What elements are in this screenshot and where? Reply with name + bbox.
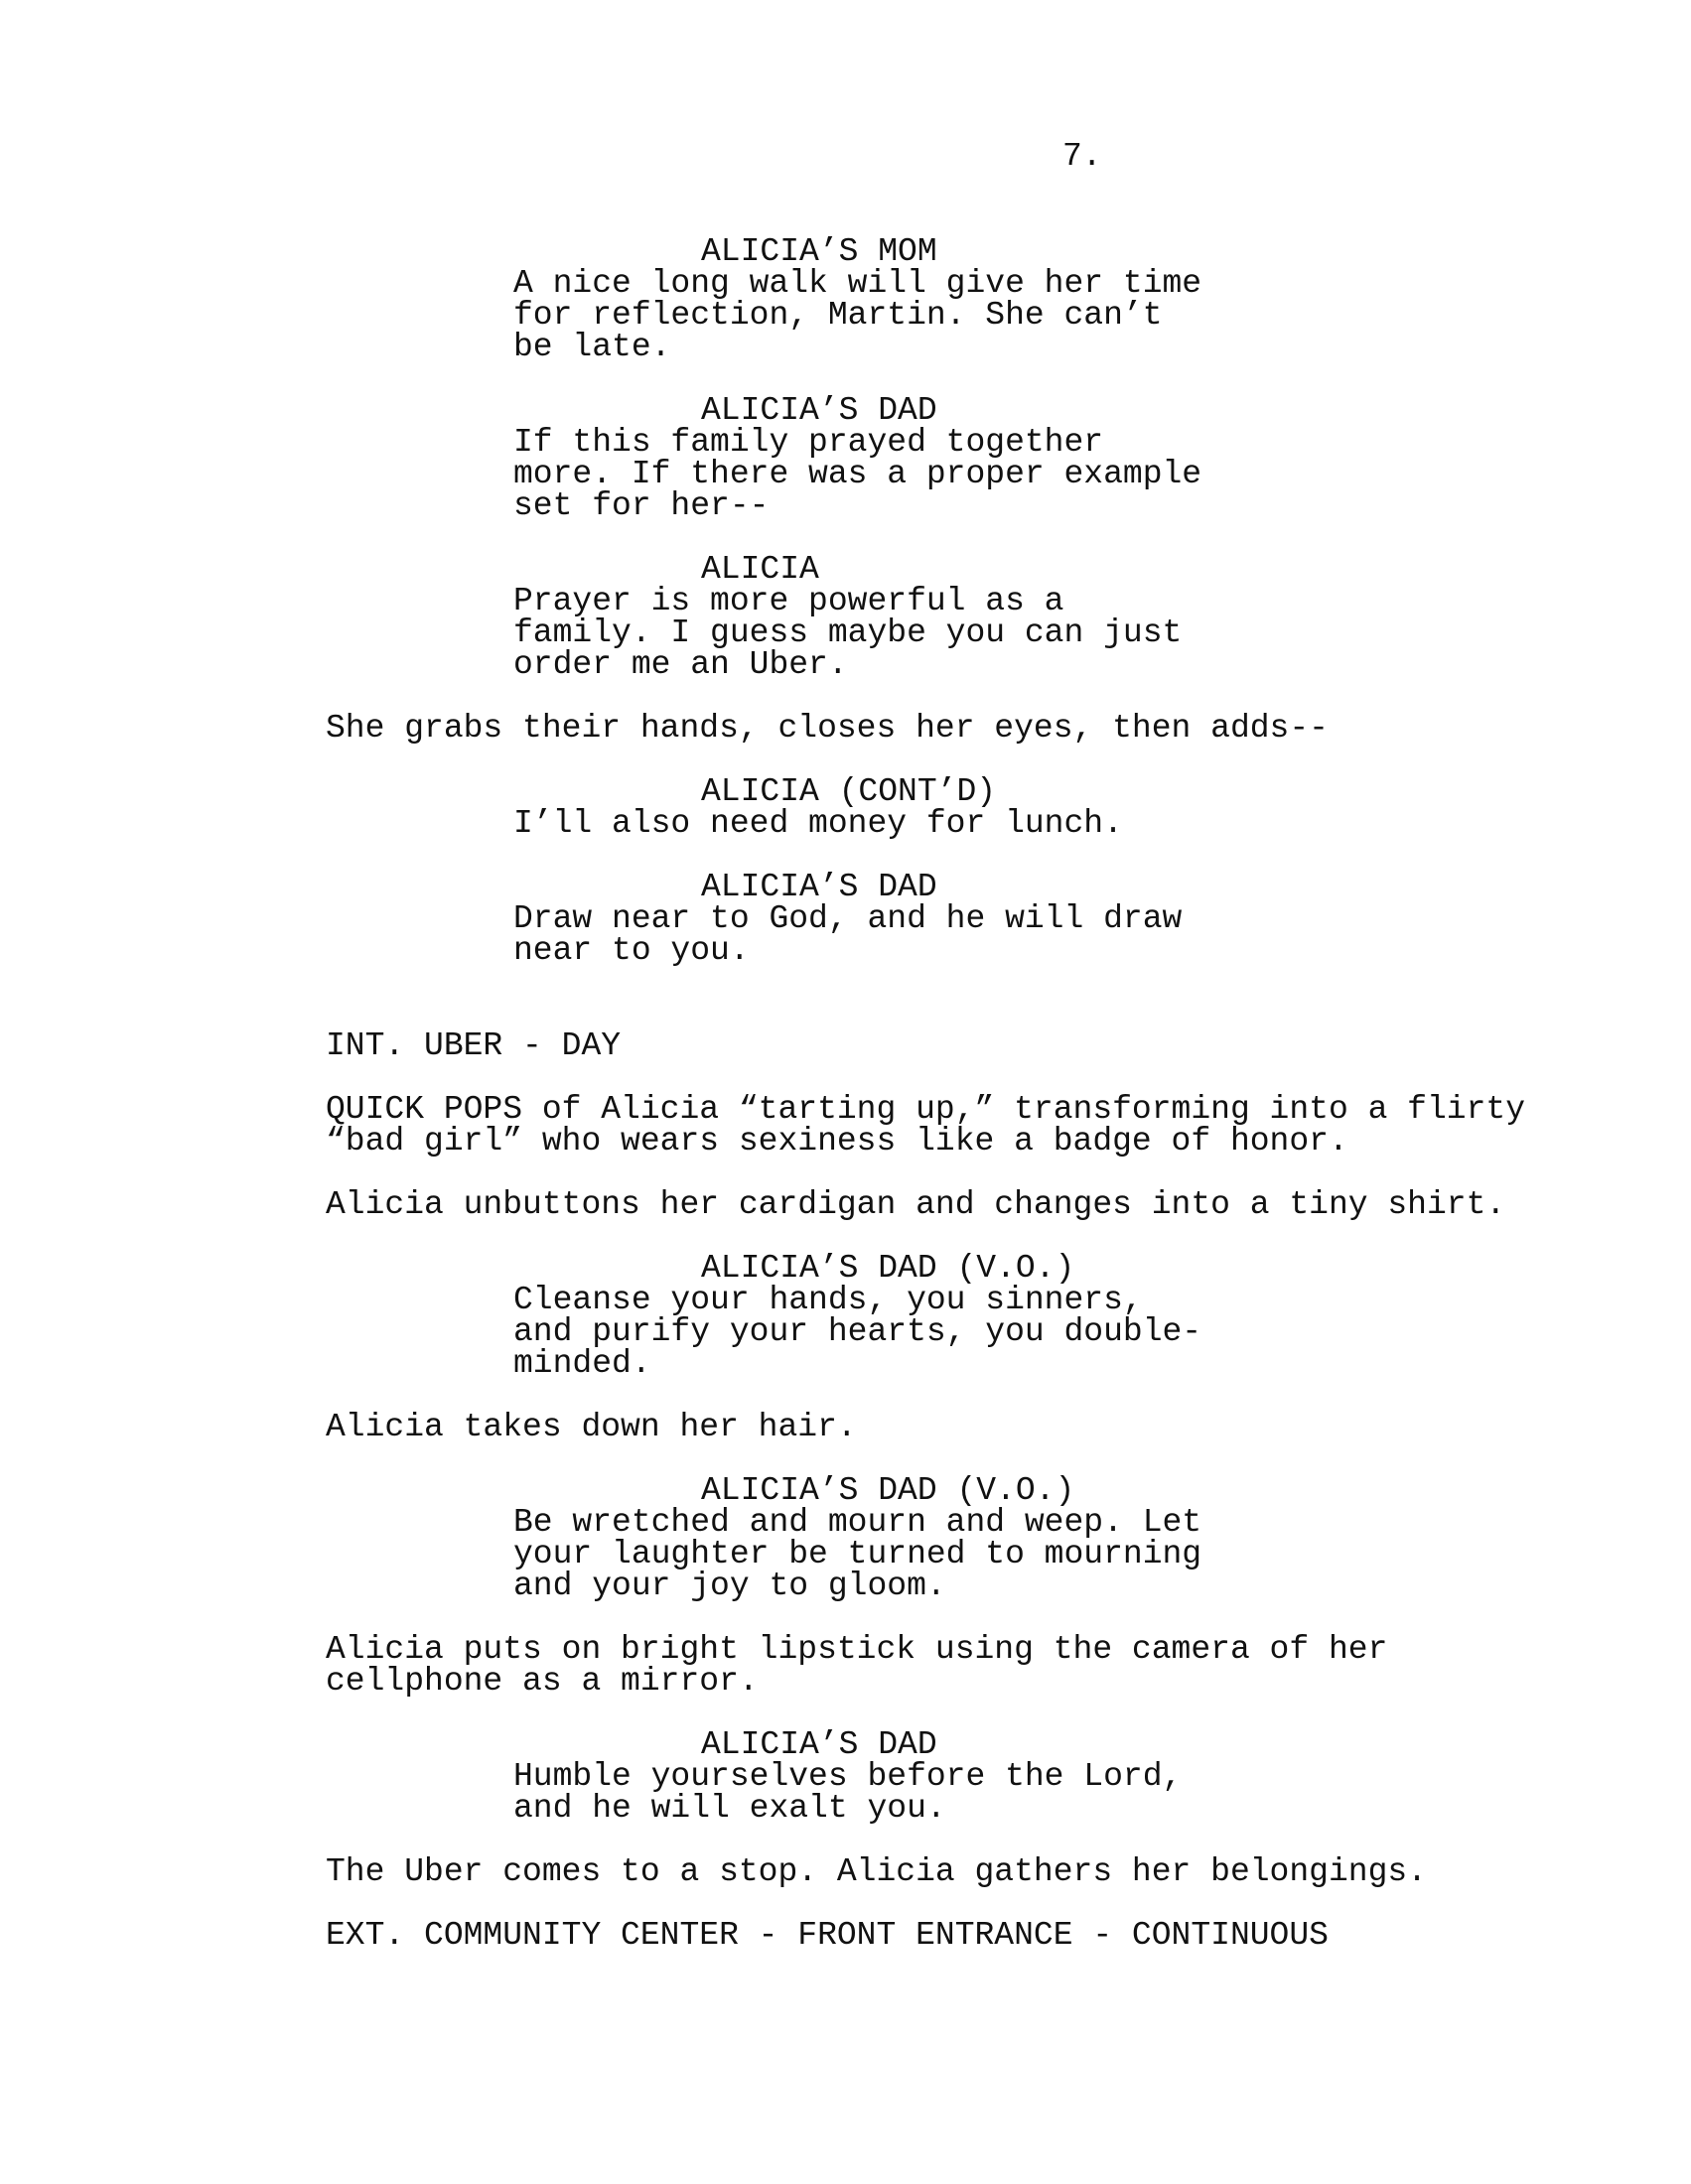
dialogue-line: A nice long walk will give her time [513, 265, 1202, 302]
action-line: She grabs their hands, closes her eyes, then adds-- [326, 710, 1329, 747]
character-name: ALICIA’S DAD (V.O.) [701, 1250, 1075, 1287]
dialogue-line: and your joy to gloom. [513, 1568, 946, 1604]
dialogue-line: near to you. [513, 932, 750, 969]
character-name: ALICIA’S DAD (V.O.) [701, 1472, 1075, 1509]
action-line: The Uber comes to a stop. Alicia gathers her belongings. [326, 1853, 1427, 1890]
action-line: “bad girl” who wears sexiness like a badge of honor. [326, 1123, 1348, 1160]
dialogue-line: order me an Uber. [513, 646, 848, 683]
dialogue-line: for reflection, Martin. She can’t [513, 297, 1163, 334]
dialogue-line: Prayer is more powerful as a [513, 583, 1064, 619]
action-line: Alicia puts on bright lipstick using the camera of her [326, 1631, 1388, 1668]
dialogue-line: If this family prayed together [513, 424, 1104, 461]
action-line: cellphone as a mirror. [326, 1663, 759, 1700]
dialogue-line: more. If there was a proper example [513, 456, 1202, 492]
action-line: QUICK POPS of Alicia “tarting up,” transforming into a flirty [326, 1091, 1525, 1128]
page-number: 7. [1062, 138, 1102, 175]
character-name: ALICIA’S DAD [701, 869, 937, 905]
dialogue-line: be late. [513, 329, 671, 365]
dialogue-line: Be wretched and mourn and weep. Let [513, 1504, 1202, 1541]
dialogue-line: Draw near to God, and he will draw [513, 900, 1183, 937]
dialogue-line: I’ll also need money for lunch. [513, 805, 1123, 842]
scene-heading: EXT. COMMUNITY CENTER - FRONT ENTRANCE - CONTINUOUS [326, 1917, 1329, 1954]
dialogue-line: and purify your hearts, you double- [513, 1313, 1202, 1350]
dialogue-line: Humble yourselves before the Lord, [513, 1758, 1183, 1795]
dialogue-line: your laughter be turned to mourning [513, 1536, 1202, 1572]
scene-heading: INT. UBER - DAY [326, 1027, 622, 1064]
character-name: ALICIA [701, 551, 819, 588]
dialogue-line: family. I guess maybe you can just [513, 614, 1183, 651]
action-line: Alicia unbuttons her cardigan and changes into a tiny shirt. [326, 1186, 1506, 1223]
action-line: Alicia takes down her hair. [326, 1409, 857, 1445]
dialogue-line: minded. [513, 1345, 651, 1382]
dialogue-line: Cleanse your hands, you sinners, [513, 1282, 1143, 1318]
character-name: ALICIA’S MOM [701, 233, 937, 270]
character-name: ALICIA’S DAD [701, 392, 937, 429]
character-name: ALICIA (CONT’D) [701, 773, 997, 810]
character-name: ALICIA’S DAD [701, 1726, 937, 1763]
dialogue-line: and he will exalt you. [513, 1790, 946, 1827]
dialogue-line: set for her-- [513, 487, 770, 524]
